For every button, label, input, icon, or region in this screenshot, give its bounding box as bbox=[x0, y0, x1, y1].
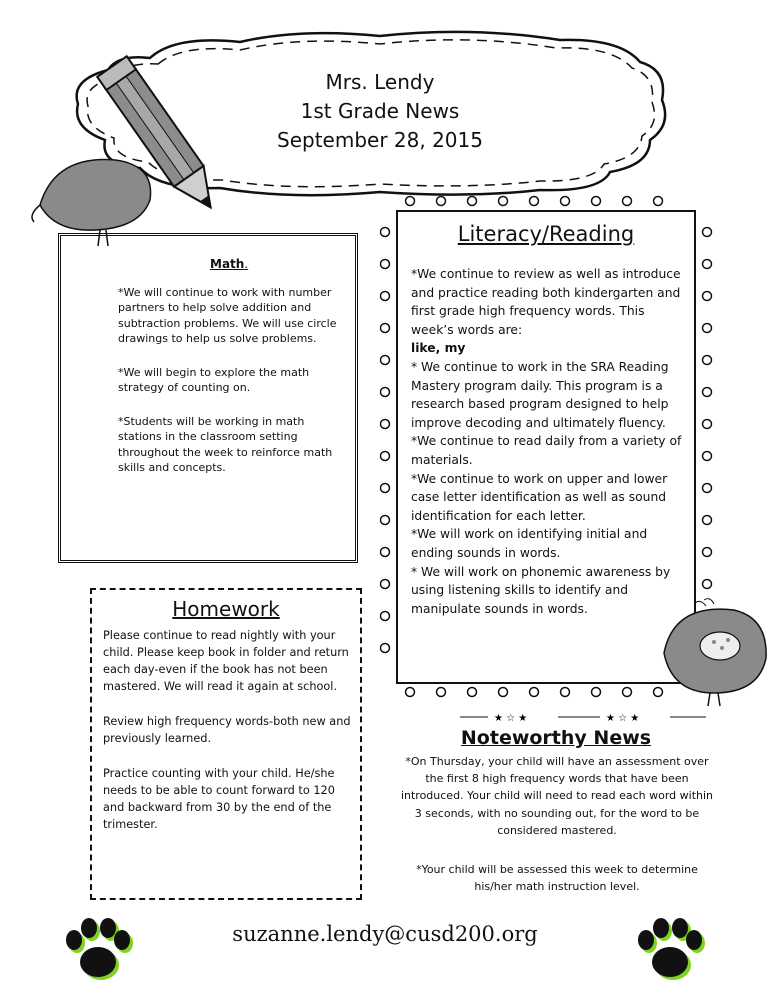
homework-section bbox=[103, 627, 353, 851]
math-heading-suffix: . bbox=[244, 257, 249, 271]
ring-decoration bbox=[703, 548, 712, 557]
ring-decoration bbox=[703, 228, 712, 237]
ring-decoration bbox=[703, 516, 712, 525]
ring-decoration bbox=[623, 197, 632, 206]
noteworthy-paragraph-2: *Your child will be assessed this week to determine his/her math instruction level. bbox=[416, 863, 698, 894]
ring-decoration bbox=[703, 356, 712, 365]
ring-decoration bbox=[437, 197, 446, 206]
contact-email[interactable]: suzanne.lendy@cusd200.org bbox=[232, 922, 538, 946]
ring-decoration bbox=[381, 548, 390, 557]
ring-decoration bbox=[561, 688, 570, 697]
ring-decoration bbox=[381, 484, 390, 493]
ring-decoration bbox=[381, 260, 390, 269]
homework-paragraph-2: Review high frequency words-both new and previously learned. bbox=[103, 715, 351, 745]
svg-text:★ ☆ ★: ★ ☆ ★ bbox=[606, 713, 640, 724]
homework-paragraph-3: Practice counting with your child. He/she needs to be able to count forward to 120 and backward from 30 by the end of the trimester. bbox=[103, 767, 335, 831]
ring-decoration bbox=[703, 420, 712, 429]
noteworthy-paragraph-1: *On Thursday, your child will have an assessment over the first 8 high frequency words that have been introduced. Your child will need to read each word within 3 seconds, with no sounding out, for the word to be considered mastered. bbox=[400, 755, 714, 837]
ring-decoration bbox=[381, 228, 390, 237]
ring-decoration bbox=[381, 612, 390, 621]
literacy-intro: *We continue to review as well as introduce and practice reading both kindergarten and first grade high frequency words. This week’s words are: bbox=[411, 267, 681, 337]
noteworthy-heading: Noteworthy News bbox=[460, 727, 652, 749]
ring-decoration bbox=[437, 688, 446, 697]
ring-decoration bbox=[381, 452, 390, 461]
noteworthy-section bbox=[398, 753, 716, 917]
ring-decoration bbox=[468, 688, 477, 697]
ring-decoration bbox=[703, 388, 712, 397]
teacher-name: Mrs. Lendy bbox=[325, 70, 435, 94]
paw-print-right-icon bbox=[634, 914, 708, 984]
math-heading: Math bbox=[210, 257, 245, 271]
ring-decoration bbox=[381, 516, 390, 525]
bird-right-icon bbox=[654, 598, 768, 708]
newsletter-title: 1st Grade News bbox=[300, 99, 460, 123]
svg-text:★ ☆ ★: ★ ☆ ★ bbox=[494, 713, 528, 724]
ring-decoration bbox=[381, 388, 390, 397]
newsletter-header bbox=[230, 68, 530, 155]
ring-decoration bbox=[654, 197, 663, 206]
ring-decoration bbox=[703, 580, 712, 589]
ring-decoration bbox=[468, 197, 477, 206]
ring-decoration bbox=[592, 688, 601, 697]
ring-decoration bbox=[381, 580, 390, 589]
ring-decoration bbox=[381, 292, 390, 301]
ring-decoration bbox=[703, 260, 712, 269]
ring-decoration bbox=[381, 644, 390, 653]
literacy-section bbox=[411, 265, 683, 618]
star-divider-decoration bbox=[460, 710, 710, 724]
ring-decoration bbox=[592, 197, 601, 206]
ring-decoration bbox=[703, 484, 712, 493]
ring-decoration bbox=[381, 420, 390, 429]
ring-decoration bbox=[703, 452, 712, 461]
ring-decoration bbox=[406, 197, 415, 206]
ring-decoration bbox=[381, 324, 390, 333]
ring-decoration bbox=[530, 688, 539, 697]
ring-decoration bbox=[530, 197, 539, 206]
ring-decoration bbox=[499, 688, 508, 697]
math-paragraph-1: *We will continue to work with number partners to help solve addition and subtraction problems. We will use circle drawings to help us solve problems. bbox=[118, 285, 337, 345]
ring-decoration bbox=[561, 197, 570, 206]
ring-decoration bbox=[406, 688, 415, 697]
math-paragraph-3: *Students will be working in math stations in the classroom setting throughout the week to reinforce math skills and concepts. bbox=[118, 414, 333, 474]
literacy-words: like, my bbox=[411, 341, 466, 356]
literacy-body: * We continue to work in the SRA Reading Mastery program daily. This program is a research based program designed to help improve decoding and ultimately fluency. *We continue to read daily from a variety of materials. *We continue to work on upper and lower case letter identification as well as sound identification for each letter. *We will work on identifying initial and ending sounds in words. * We will work on phonemic awareness by using listening skills to identify and manipulate sounds in words. bbox=[411, 359, 682, 616]
homework-heading: Homework bbox=[172, 597, 280, 621]
math-paragraph-2: *We will begin to explore the math strategy of counting on. bbox=[118, 365, 310, 394]
newsletter-date: September 28, 2015 bbox=[277, 128, 483, 152]
ring-decoration bbox=[499, 197, 508, 206]
literacy-heading: Literacy/Reading bbox=[457, 222, 635, 246]
math-section bbox=[118, 257, 340, 494]
ring-decoration bbox=[623, 688, 632, 697]
ring-decoration bbox=[703, 324, 712, 333]
paw-print-left-icon bbox=[62, 914, 136, 984]
ring-decoration bbox=[381, 356, 390, 365]
ring-decoration bbox=[703, 292, 712, 301]
homework-paragraph-1: Please continue to read nightly with your child. Please keep book in folder and return each day-even if the book has not been mastered. We will read it again at school. bbox=[103, 629, 349, 693]
